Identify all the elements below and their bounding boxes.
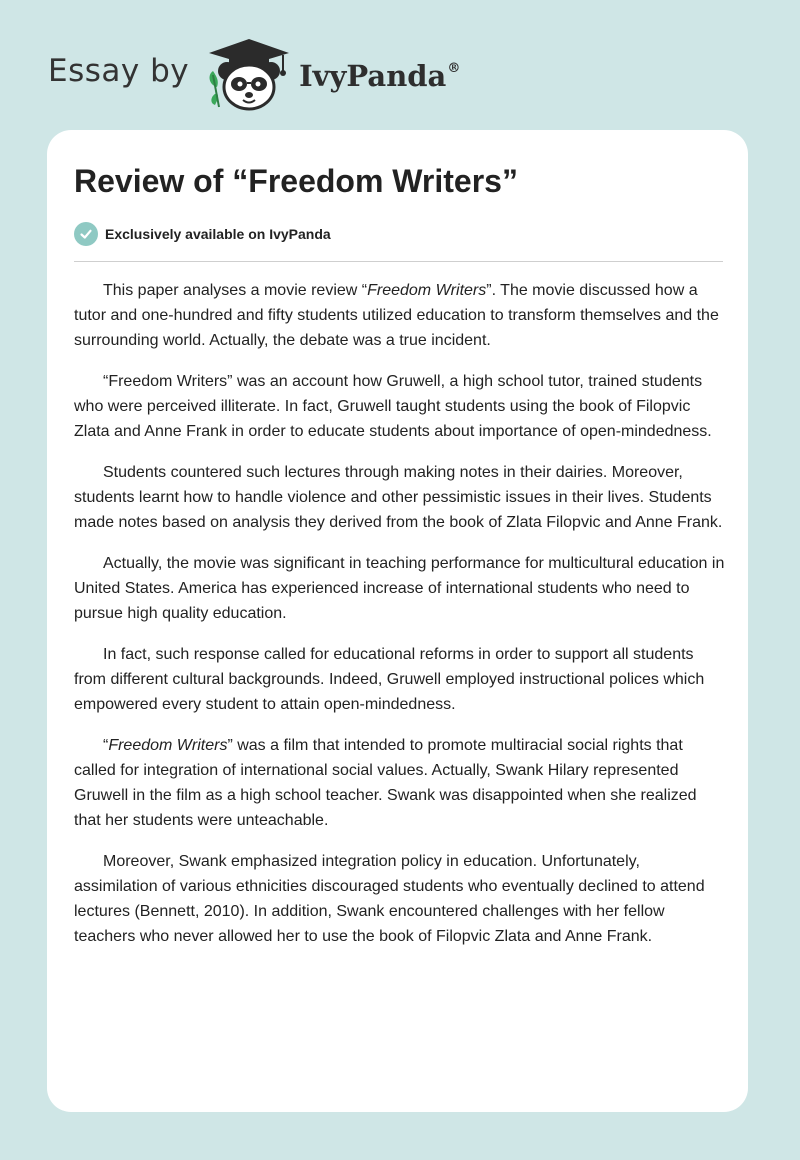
paragraph-6 [74,733,726,833]
paragraph-5: In fact, such response called for educational reforms in order to support all students from different cultural backgrounds. Indeed, Gruwell employed instructional polices which empowered every student to attain open-mindedness. [74,646,705,713]
site-header [48,34,460,114]
paragraph-1-end: ”. The movie discussed how a tutor and one-hundred and fifty students utilized education to transform themselves and the surrounding world. Actually, the debate was a true incident. [74,282,719,349]
registered-mark: ® [447,61,461,76]
paragraph-2: “Freedom Writers” was an account how Gruwell, a high school tutor, trained students who were perceived illiterate. In fact, Gruwell taught students using the book of Filopvic Zlata and Anne Frank in order to educate students about importance of open-mindedness. [74,373,712,440]
badge-label: Exclusively available on IvyPanda [105,226,331,242]
page-title: Review of “Freedom Writers” [74,163,518,199]
divider [74,261,723,262]
paragraph-3: Students countered such lectures through making notes in their dairies. Moreover, students learnt how to handle violence and other pessimistic issues in their lives. Students made notes based on analysis they derived from the book of Zlata Filopvic and Anne Frank. [74,464,723,531]
paragraph-6-end: ” was a film that intended to promote multiracial social rights that called for integration of international social values. Actually, Swank Hilary represented Gruwell in the film as a high school teacher. Swank was disappointed when she realized that her students were unteachable. [74,737,697,829]
exclusive-badge [74,222,331,246]
brand-text: IvyPanda [299,59,447,93]
article-card [47,130,748,1112]
paragraph-7: Moreover, Swank emphasized integration policy in education. Unfortunately, assimilation of various ethnicities discouraged students who eventually declined to attend lectures (Bennett, 2010). In addition, Swank encountered challenges with her fellow teachers who never allowed her to use the book of Filopvic Zlata and Anne Frank. [74,853,705,945]
movie-title-italic: Freedom Writers [367,282,487,299]
article-body [74,278,726,965]
movie-title-italic: Freedom Writers [108,737,228,754]
essay-by-label: Essay by [48,53,190,89]
panda-graduate-logo-icon[interactable] [203,35,295,113]
brand-name[interactable] [299,59,460,93]
paragraph-1 [74,278,726,353]
paragraph-4: Actually, the movie was significant in teaching performance for multicultural education in United States. America has experienced increase of international students who need to pursue high quality education. [74,555,725,622]
paragraph-1-start: This paper analyses a movie review “ [103,282,368,299]
paragraph-6-start: “ [103,737,109,754]
check-circle-icon [74,222,98,246]
